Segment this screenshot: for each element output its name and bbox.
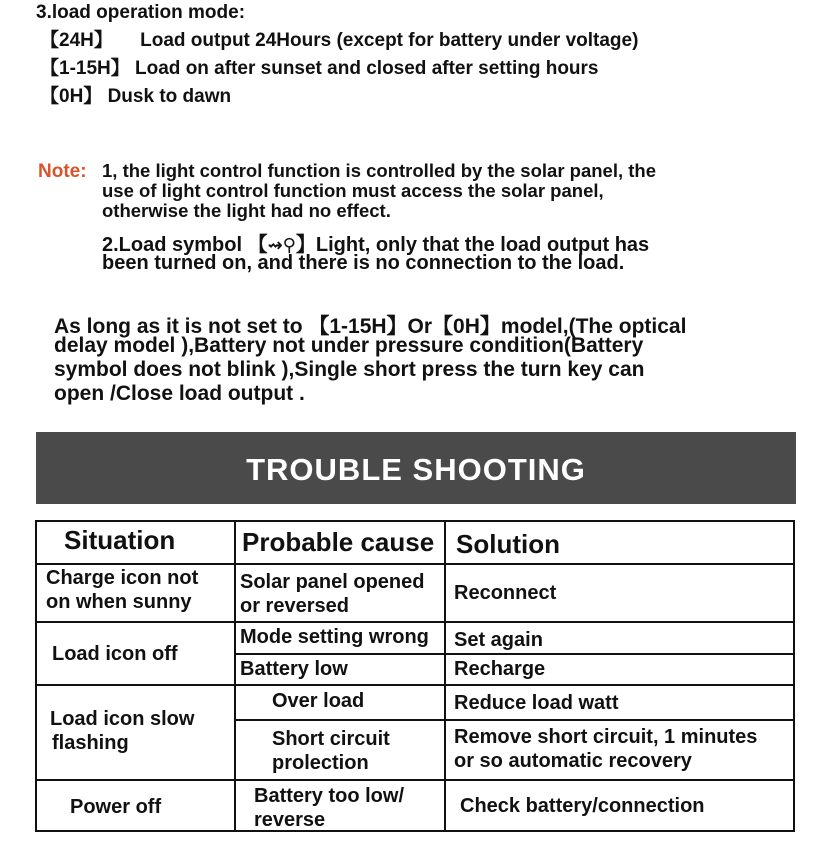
situation-charge-2: on when sunny <box>46 591 192 613</box>
mode-line-1-15h <box>40 53 599 80</box>
situation-load-slow-2: flashing <box>52 732 129 754</box>
mode-line-24h <box>40 25 638 52</box>
solution-remove-short-1: Remove short circuit, 1 minutes <box>454 726 758 748</box>
solution-recharge: Recharge <box>454 658 546 680</box>
row-divider-load-off <box>234 653 795 655</box>
row-divider-2 <box>35 684 795 686</box>
cause-short-circuit-1: Short circuit <box>272 728 390 750</box>
solution-remove-short-2: or so automatic recovery <box>454 750 692 772</box>
col-divider-1 <box>234 520 236 832</box>
solution-check-battery: Check battery/connection <box>460 795 705 817</box>
mode-text-0h: Dusk to dawn <box>107 86 232 107</box>
note-p2-suffix: 】Light, only that the load output has <box>295 234 650 256</box>
row-divider-1 <box>35 621 795 623</box>
paragraph-line-4: open /Close load output . <box>54 382 305 405</box>
note-p2-prefix: 2.Load symbol 【 <box>102 234 268 256</box>
mode-text-24h: Load output 24Hours (except for battery under voltage) <box>140 30 639 51</box>
paragraph-line-1: As long as it is not set to 【1-15H】Or【0H】model,(The optical <box>54 315 687 338</box>
mode-key-1-15h: 【1-15H】 <box>40 58 130 79</box>
cause-solar-1: Solar panel opened <box>240 571 425 593</box>
mode-line-0h <box>40 81 231 108</box>
paragraph-line-3: symbol does not blink ),Single short press the turn key can <box>54 358 645 381</box>
load-mode-title: 3.load operation mode: <box>36 2 246 23</box>
mode-key-24h: 【24H】 <box>40 30 113 51</box>
cause-solar-2: or reversed <box>240 595 349 617</box>
paragraph-line-2: delay model ),Battery not under pressure condition(Battery <box>54 334 644 357</box>
cause-battery-low: Battery low <box>240 658 348 680</box>
cause-over-load: Over load <box>272 690 365 712</box>
note-p1-line3: otherwise the light had no effect. <box>102 200 391 221</box>
cause-battery-reverse-1: Battery too low/ <box>254 785 405 807</box>
header-solution: Solution <box>456 529 560 559</box>
solution-reconnect: Reconnect <box>454 582 557 604</box>
cause-battery-reverse-2: reverse <box>254 809 326 831</box>
note-p1-line2: use of light control function must access the solar panel, <box>102 180 604 201</box>
situation-load-slow-1: Load icon slow <box>50 708 195 730</box>
load-bulb-icon: ⇝⚲ <box>267 235 296 255</box>
cause-short-circuit-2: prolection <box>272 752 369 774</box>
note-p2-line2: been turned on, and there is no connection to the load. <box>102 252 625 274</box>
situation-power-off: Power off <box>70 796 162 818</box>
mode-text-1-15h: Load on after sunset and closed after setting hours <box>135 58 599 79</box>
note-p1-line1: 1, the light control function is controlled by the solar panel, the <box>102 160 657 181</box>
header-situation: Situation <box>64 525 176 555</box>
row-divider-header <box>35 563 795 565</box>
cause-mode-setting: Mode setting wrong <box>240 626 429 648</box>
row-divider-3 <box>35 779 795 781</box>
solution-reduce-load: Reduce load watt <box>454 692 619 714</box>
mode-key-0h: 【0H】 <box>40 86 103 107</box>
situation-charge-1: Charge icon not <box>46 567 199 589</box>
row-divider-load-slow <box>234 719 795 721</box>
banner-title: TROUBLE SHOOTING <box>246 452 586 487</box>
col-divider-2 <box>444 520 446 832</box>
header-probable-cause: Probable cause <box>242 530 435 554</box>
note-label: Note: <box>38 161 87 182</box>
situation-load-off: Load icon off <box>52 643 178 665</box>
trouble-shooting-banner <box>36 432 796 504</box>
solution-set-again: Set again <box>454 629 543 651</box>
